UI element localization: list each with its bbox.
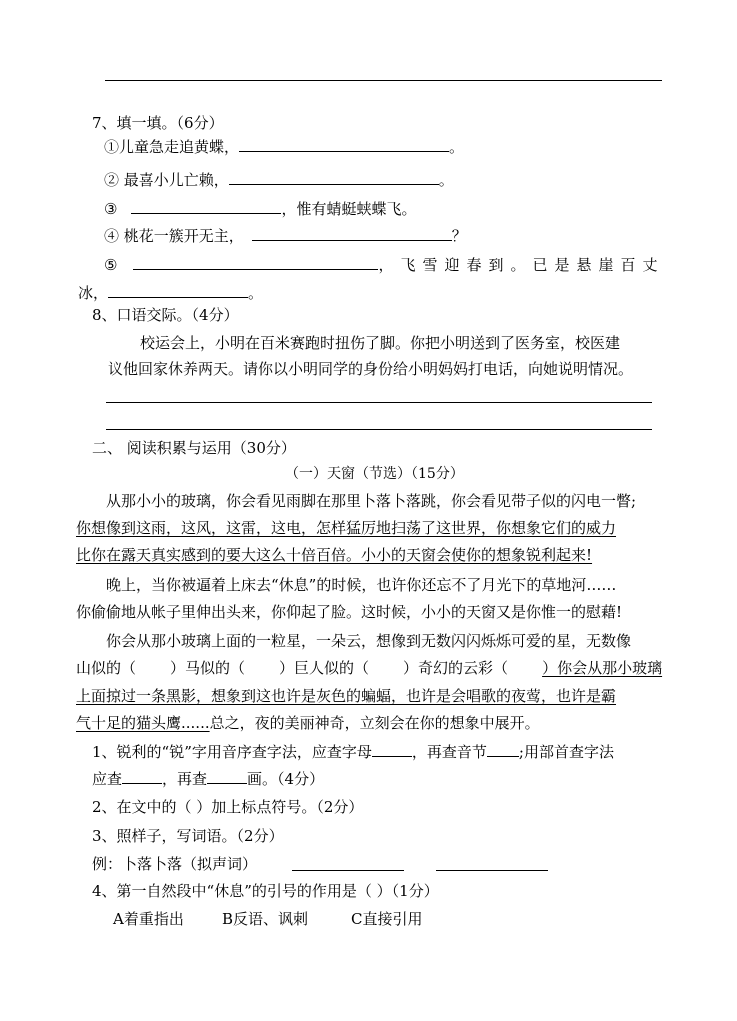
question-4: 4、第一自然段中“休息”的引号的作用是（ ）（1分） <box>92 882 439 900</box>
question-1-blank-strokes[interactable] <box>207 769 247 784</box>
q8-prompt-line-1: 校运会上，小明在百米赛跑时扭伤了脚。你把小明送到了医务室，校医建 <box>140 334 621 352</box>
answer-line-top <box>105 80 662 81</box>
passage-p2-line-2: 你偷偷地从帐子里伸出头来，你仰起了脸。这时候，小小的天窗又是你惟一的慰藉! <box>76 603 623 621</box>
question-3-blank-2[interactable] <box>436 870 548 871</box>
question-4-option-b[interactable]: B反语、讽刺 <box>222 910 309 928</box>
question-1-blank-syllable[interactable] <box>487 742 519 757</box>
q7-item-5-text: ，飞雪迎春到。已是悬崖百丈 <box>378 256 665 274</box>
q7-item-4-text: ④ 桃花一簇开无主， <box>104 227 244 245</box>
question-1-part-b: ，再查音节 <box>411 743 487 761</box>
q7-item-4 <box>104 225 467 246</box>
question-4-option-c[interactable]: C直接引用 <box>351 910 423 928</box>
question-1-part-a: 1、锐利的“锐”字用音序查字法，应查字母 <box>92 743 372 761</box>
section-2-subtitle: （一）天窗（节选）（15分） <box>285 466 464 482</box>
q7-item-4-end: ？ <box>451 227 467 245</box>
q7-item-1 <box>104 136 464 157</box>
q7-item-5-cont <box>78 282 263 303</box>
question-1-blank-radical[interactable] <box>122 769 162 784</box>
passage-p3-line-1: 你会从那小玻璃上面的一粒星，一朵云，想像到无数闪闪烁烁可爱的星，无数像 <box>106 632 632 650</box>
section-2-title: 二、 阅读积累与运用（30分） <box>92 439 296 457</box>
passage-p1-line-3: 比你在露天真实感到的要大这么十倍百倍。小小的天窗会使你的想象锐利起来! <box>76 546 593 564</box>
answer-line-2 <box>106 429 652 430</box>
question-3-example: 例：卜落卜落（拟声词） <box>92 855 258 873</box>
passage-p3-line-2 <box>76 657 662 678</box>
q7-item-4-blank[interactable] <box>252 226 452 241</box>
passage-p3-seg-end: 总之，夜的美丽神奇，立刻会在你的想象中展开。 <box>209 714 540 732</box>
passage-p3-seg-e: ）你会从那小玻璃 <box>542 659 663 677</box>
question-1-part-f: 画。（4分） <box>247 770 325 788</box>
q7-item-5-cont-blank[interactable] <box>108 283 248 298</box>
q8-prompt-line-2: 议他回家休养两天。请你以小明同学的身份给小明妈妈打电话，向她说明情况。 <box>108 360 634 378</box>
q7-item-2-text: ② 最喜小儿亡赖， <box>104 171 229 189</box>
passage-p3-line-4 <box>76 712 540 733</box>
passage-p3-seg-b: ）马似的（ <box>170 659 246 677</box>
question-1-part-d: 应查 <box>92 770 123 788</box>
passage-p3-seg-a: 山似的（ <box>76 659 137 677</box>
question-3-blank-1[interactable] <box>292 870 404 871</box>
passage-p3-line-3: 上面掠过一条黑影，想象到这也许是灰色的蝙蝠，也许是会唱歌的夜莺，也许是霸 <box>76 687 617 705</box>
q7-item-5-cont-end: 。 <box>248 284 264 302</box>
question-1-part-e: ，再查 <box>162 770 208 788</box>
q7-item-5-blank[interactable] <box>133 255 378 270</box>
passage-p1-line-2: 你想像到这雨，这风，这雷，这电，怎样猛厉地扫荡了这世界，你想象它们的威力 <box>76 519 617 537</box>
question-1-blank-letter[interactable] <box>372 742 412 757</box>
question-1-part-c: ;用部首查字法 <box>518 743 614 761</box>
passage-p3-seg-c: ）巨人似的（ <box>279 659 370 677</box>
q7-item-2-end: 。 <box>438 171 454 189</box>
question-1-line-1 <box>92 741 614 762</box>
q7-item-1-text: ①儿童急走追黄蝶， <box>104 138 240 156</box>
question-1-line-2 <box>92 768 324 789</box>
q7-item-1-end: 。 <box>449 138 465 156</box>
q7-item-5 <box>104 254 664 275</box>
q7-item-2 <box>104 169 454 190</box>
q7-item-3-text: ，惟有蜻蜓蛱蝶飞。 <box>281 200 417 218</box>
passage-p3-seg-owl: 气十足的猫头鹰...... <box>76 714 210 732</box>
passage-p1-line-1: 从那小小的玻璃，你会看见雨脚在那里卜落卜落跳，你会看见带子似的闪电一瞥; <box>106 492 637 510</box>
q7-item-2-blank[interactable] <box>229 170 439 185</box>
question-2: 2、在文中的（ ）加上标点符号。（2分） <box>92 798 364 816</box>
q7-title: 7、填一填。（6分） <box>92 114 224 132</box>
question-4-option-a[interactable]: A着重指出 <box>113 910 184 928</box>
q7-item-3 <box>104 198 416 219</box>
q7-item-1-blank[interactable] <box>239 137 449 152</box>
answer-line-1 <box>106 402 652 403</box>
q7-item-5-num: ⑤ <box>104 256 120 274</box>
q7-item-5-cont-text: 冰， <box>78 284 109 302</box>
q7-item-3-num: ③ <box>104 200 118 218</box>
question-3: 3、照样子，写词语。（2分） <box>92 827 284 845</box>
q8-title: 8、口语交际。（4分） <box>92 306 239 324</box>
q7-item-3-blank[interactable] <box>131 199 281 214</box>
passage-p2-line-1: 晚上，当你被逼着上床去“休息”的时候，也许你还忘不了月光下的草地河…… <box>106 576 617 594</box>
passage-p3-seg-d: ）奇幻的云彩（ <box>403 659 509 677</box>
